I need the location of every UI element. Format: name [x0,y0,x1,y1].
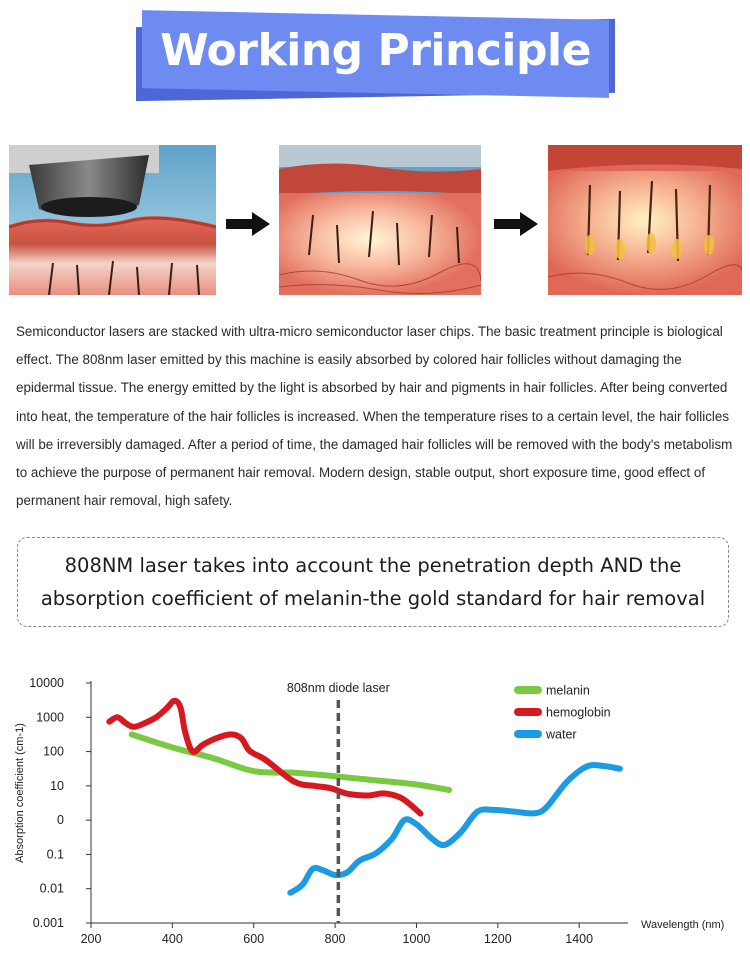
legend-label-melanin: melanin [546,683,590,698]
illustration-follicles-heated [548,145,742,295]
chart-legend [518,684,611,742]
highlight-text: 808NM laser takes into account the penetration depth AND the absorption coefficient of melanin-the gold standard for hair removal [40,554,706,610]
title-banner [136,15,615,97]
legend-label-water: water [546,727,577,742]
y-tick-label: 10 [50,778,64,793]
illustration-applicator [9,145,216,295]
x-tick-label: 800 [324,932,346,946]
y-tick-label: 0.01 [39,881,64,896]
y-tick-label: 100 [43,744,64,759]
illustration-penetration [279,145,481,295]
y-tick-label: 0 [57,813,64,828]
absorption-chart [0,660,750,965]
x-tick-label: 1000 [402,932,431,946]
x-axis-label: Wavelength (nm) [641,919,725,931]
y-tick-label: 10000 [29,676,64,690]
x-tick-label: 200 [80,932,102,946]
x-tick-label: 400 [161,932,183,946]
description-paragraph: Semiconductor lasers are stacked with ultra-micro semiconductor laser chips. The basic treatment principle is biological effect. The 808nm laser emitted by this machine is easily absorbed by colored hair follicles without damaging the epidermal tissue. The energy emitted by the light is absorbed by hair and pigments in hair follicles. After being converted into heat, the temperature of the hair follicles is increased. When the temperature rises to a certain level, the hair follicles will be irreversibly damaged. After a period of time, the damaged hair follicles will be removed with the body's metabolism to achieve the purpose of permanent hair removal. Modern design, stable output, short exposure time, good effect of permanent hair removal, high safety. [16,324,733,509]
y-axis-label: Absorption coefficient (cm-1) [14,723,26,863]
series-line-hemoglobin [109,701,420,814]
x-tick-label: 600 [243,932,265,946]
y-tick-label: 0.1 [46,847,64,862]
x-ticks [81,923,594,946]
x-tick-label: 1400 [565,932,594,946]
legend-label-hemoglobin: hemoglobin [546,705,611,720]
x-tick-label: 1200 [483,932,512,946]
arrow-right-icon [494,212,538,236]
y-tick-label: 0.001 [32,916,64,930]
page-title: Working Principle [160,25,591,76]
chart-series [109,701,620,893]
arrow-right-icon [226,212,270,236]
y-tick-label: 1000 [36,710,64,725]
diode-annotation-label: 808nm diode laser [286,681,390,695]
highlight-box [17,537,729,627]
y-ticks [29,676,91,930]
